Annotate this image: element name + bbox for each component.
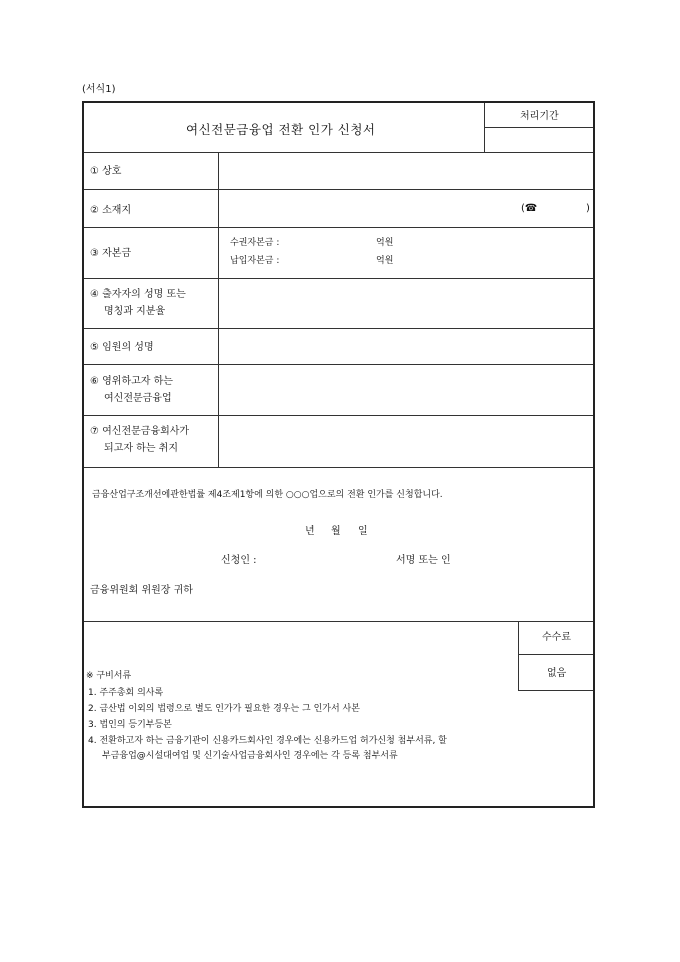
recipient-label: 금융위원회 위원장 귀하 xyxy=(90,585,193,596)
row-line-2 xyxy=(84,227,593,228)
phone-close: ) xyxy=(586,203,590,214)
label-column-divider xyxy=(218,152,219,467)
authorized-capital-unit: 억원 xyxy=(376,238,394,248)
document-item-continued: 부금융업@시설대여업 및 신기술사업금융회사인 경우에는 각 등록 첨부서류 xyxy=(102,751,398,761)
document-item: 4. 전환하고자 하는 금융기관이 신용카드회사인 경우에는 신용카드업 허가신청 첨부서류, 할 xyxy=(88,736,447,746)
declaration-bottom-line xyxy=(84,621,593,622)
business-label-line2: 여신전문금융업 xyxy=(104,393,172,404)
document-item: 2. 금산법 이외의 법령으로 별도 인가가 필요한 경우는 그 인가서 사본 xyxy=(88,704,360,714)
signature-label: 서명 또는 인 xyxy=(396,555,451,566)
paid-capital-label: 납입자본금 : xyxy=(230,256,280,266)
documents-header: ※ 구비서류 xyxy=(86,671,132,681)
row-line-3 xyxy=(84,278,593,279)
row-line-1 xyxy=(84,189,593,190)
fee-box-divider xyxy=(518,621,519,690)
form-number-label: (서식1) xyxy=(82,84,116,95)
row-line-7 xyxy=(84,467,593,468)
row-line-5 xyxy=(84,364,593,365)
fee-bottom-line xyxy=(518,690,593,691)
investors-label-line2: 명칭과 지분율 xyxy=(104,306,166,317)
header-bottom-line xyxy=(84,152,593,153)
phone-mark: (☎ xyxy=(521,203,538,214)
date-day: 일 xyxy=(358,526,368,537)
purpose-label-line1: ⑦ 여신전문금융회사가 xyxy=(90,426,190,437)
application-form xyxy=(82,101,595,808)
executives-label: ⑤ 임원의 성명 xyxy=(90,342,154,353)
document-item: 3. 법인의 등기부등본 xyxy=(88,720,172,730)
processing-period-label: 처리기간 xyxy=(520,111,559,122)
authorized-capital-label: 수권자본금 : xyxy=(230,238,280,248)
row-line-4 xyxy=(84,328,593,329)
date-year: 년 xyxy=(305,526,315,537)
company-name-label: ① 상호 xyxy=(90,166,122,177)
date-month: 월 xyxy=(331,526,341,537)
capital-label: ③ 자본금 xyxy=(90,248,132,259)
form-title: 여신전문금융업 전환 인가 신청서 xyxy=(186,122,376,137)
document-item: 1. 주주총회 의사록 xyxy=(88,688,164,698)
fee-mid-line xyxy=(518,654,593,655)
applicant-label: 신청인 : xyxy=(221,555,257,566)
fee-label: 수수료 xyxy=(542,632,571,643)
paid-capital-unit: 억원 xyxy=(376,256,394,266)
business-label-line1: ⑥ 영위하고자 하는 xyxy=(90,376,173,387)
fee-value: 없음 xyxy=(547,668,567,679)
row-line-6 xyxy=(84,415,593,416)
processing-divider xyxy=(484,127,593,128)
purpose-label-line2: 되고자 하는 취지 xyxy=(104,443,178,454)
declaration-statement: 금융산업구조개선에관한법률 제4조제1항에 의한 ○○○업으로의 전환 인가를 신청합니다. xyxy=(92,490,443,500)
investors-label-line1: ④ 출자자의 성명 또는 xyxy=(90,289,186,300)
address-label: ② 소재지 xyxy=(90,205,132,216)
